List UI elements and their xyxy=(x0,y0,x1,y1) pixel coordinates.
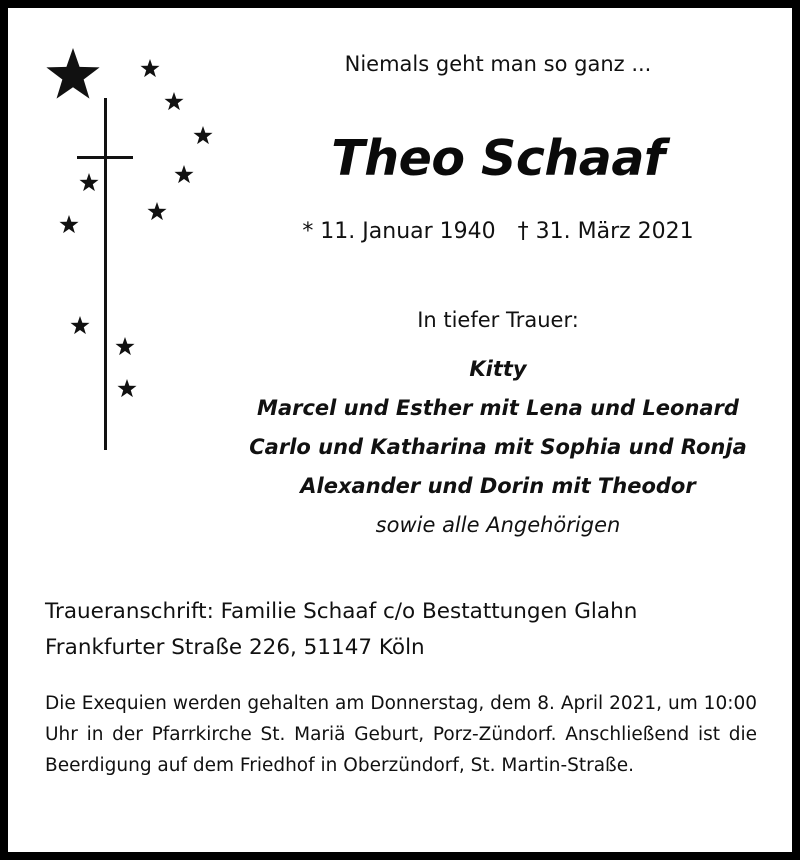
motto: Niemals geht man so ganz ... xyxy=(344,52,652,76)
family-list xyxy=(208,350,788,545)
life-dates xyxy=(248,219,748,244)
birth-date: * 11. Januar 1940 xyxy=(302,219,496,244)
mourning-address xyxy=(45,594,755,666)
star-icon xyxy=(46,48,212,397)
obituary-card xyxy=(8,8,792,852)
address-line: Traueranschrift: Familie Schaaf c/o Bestattungen Glahn xyxy=(45,599,638,624)
family-member: Carlo und Katharina mit Sophia und Ronja xyxy=(249,435,747,459)
deceased-name: Theo Schaaf xyxy=(331,130,665,187)
death-date: † 31. März 2021 xyxy=(517,219,694,244)
cross-icon xyxy=(77,98,133,450)
family-member: Marcel und Esther mit Lena und Leonard xyxy=(257,396,739,420)
service-details: Die Exequien werden gehalten am Donnerstag, dem 8. April 2021, um 10:00 Uhr in der Pfarrkirche St. Mariä Geburt, Porz-Zündorf. Anschließend ist die Beerdigung auf dem Friedhof in Oberzündorf, St. Martin-Straße. xyxy=(45,693,757,776)
address-line: Frankfurter Straße 226, 51147 Köln xyxy=(45,635,425,660)
other-relatives: sowie alle Angehörigen xyxy=(375,513,621,537)
family-member: Kitty xyxy=(469,357,527,381)
family-member: Alexander und Dorin mit Theodor xyxy=(300,474,696,498)
mourning-intro: In tiefer Trauer: xyxy=(417,308,579,332)
